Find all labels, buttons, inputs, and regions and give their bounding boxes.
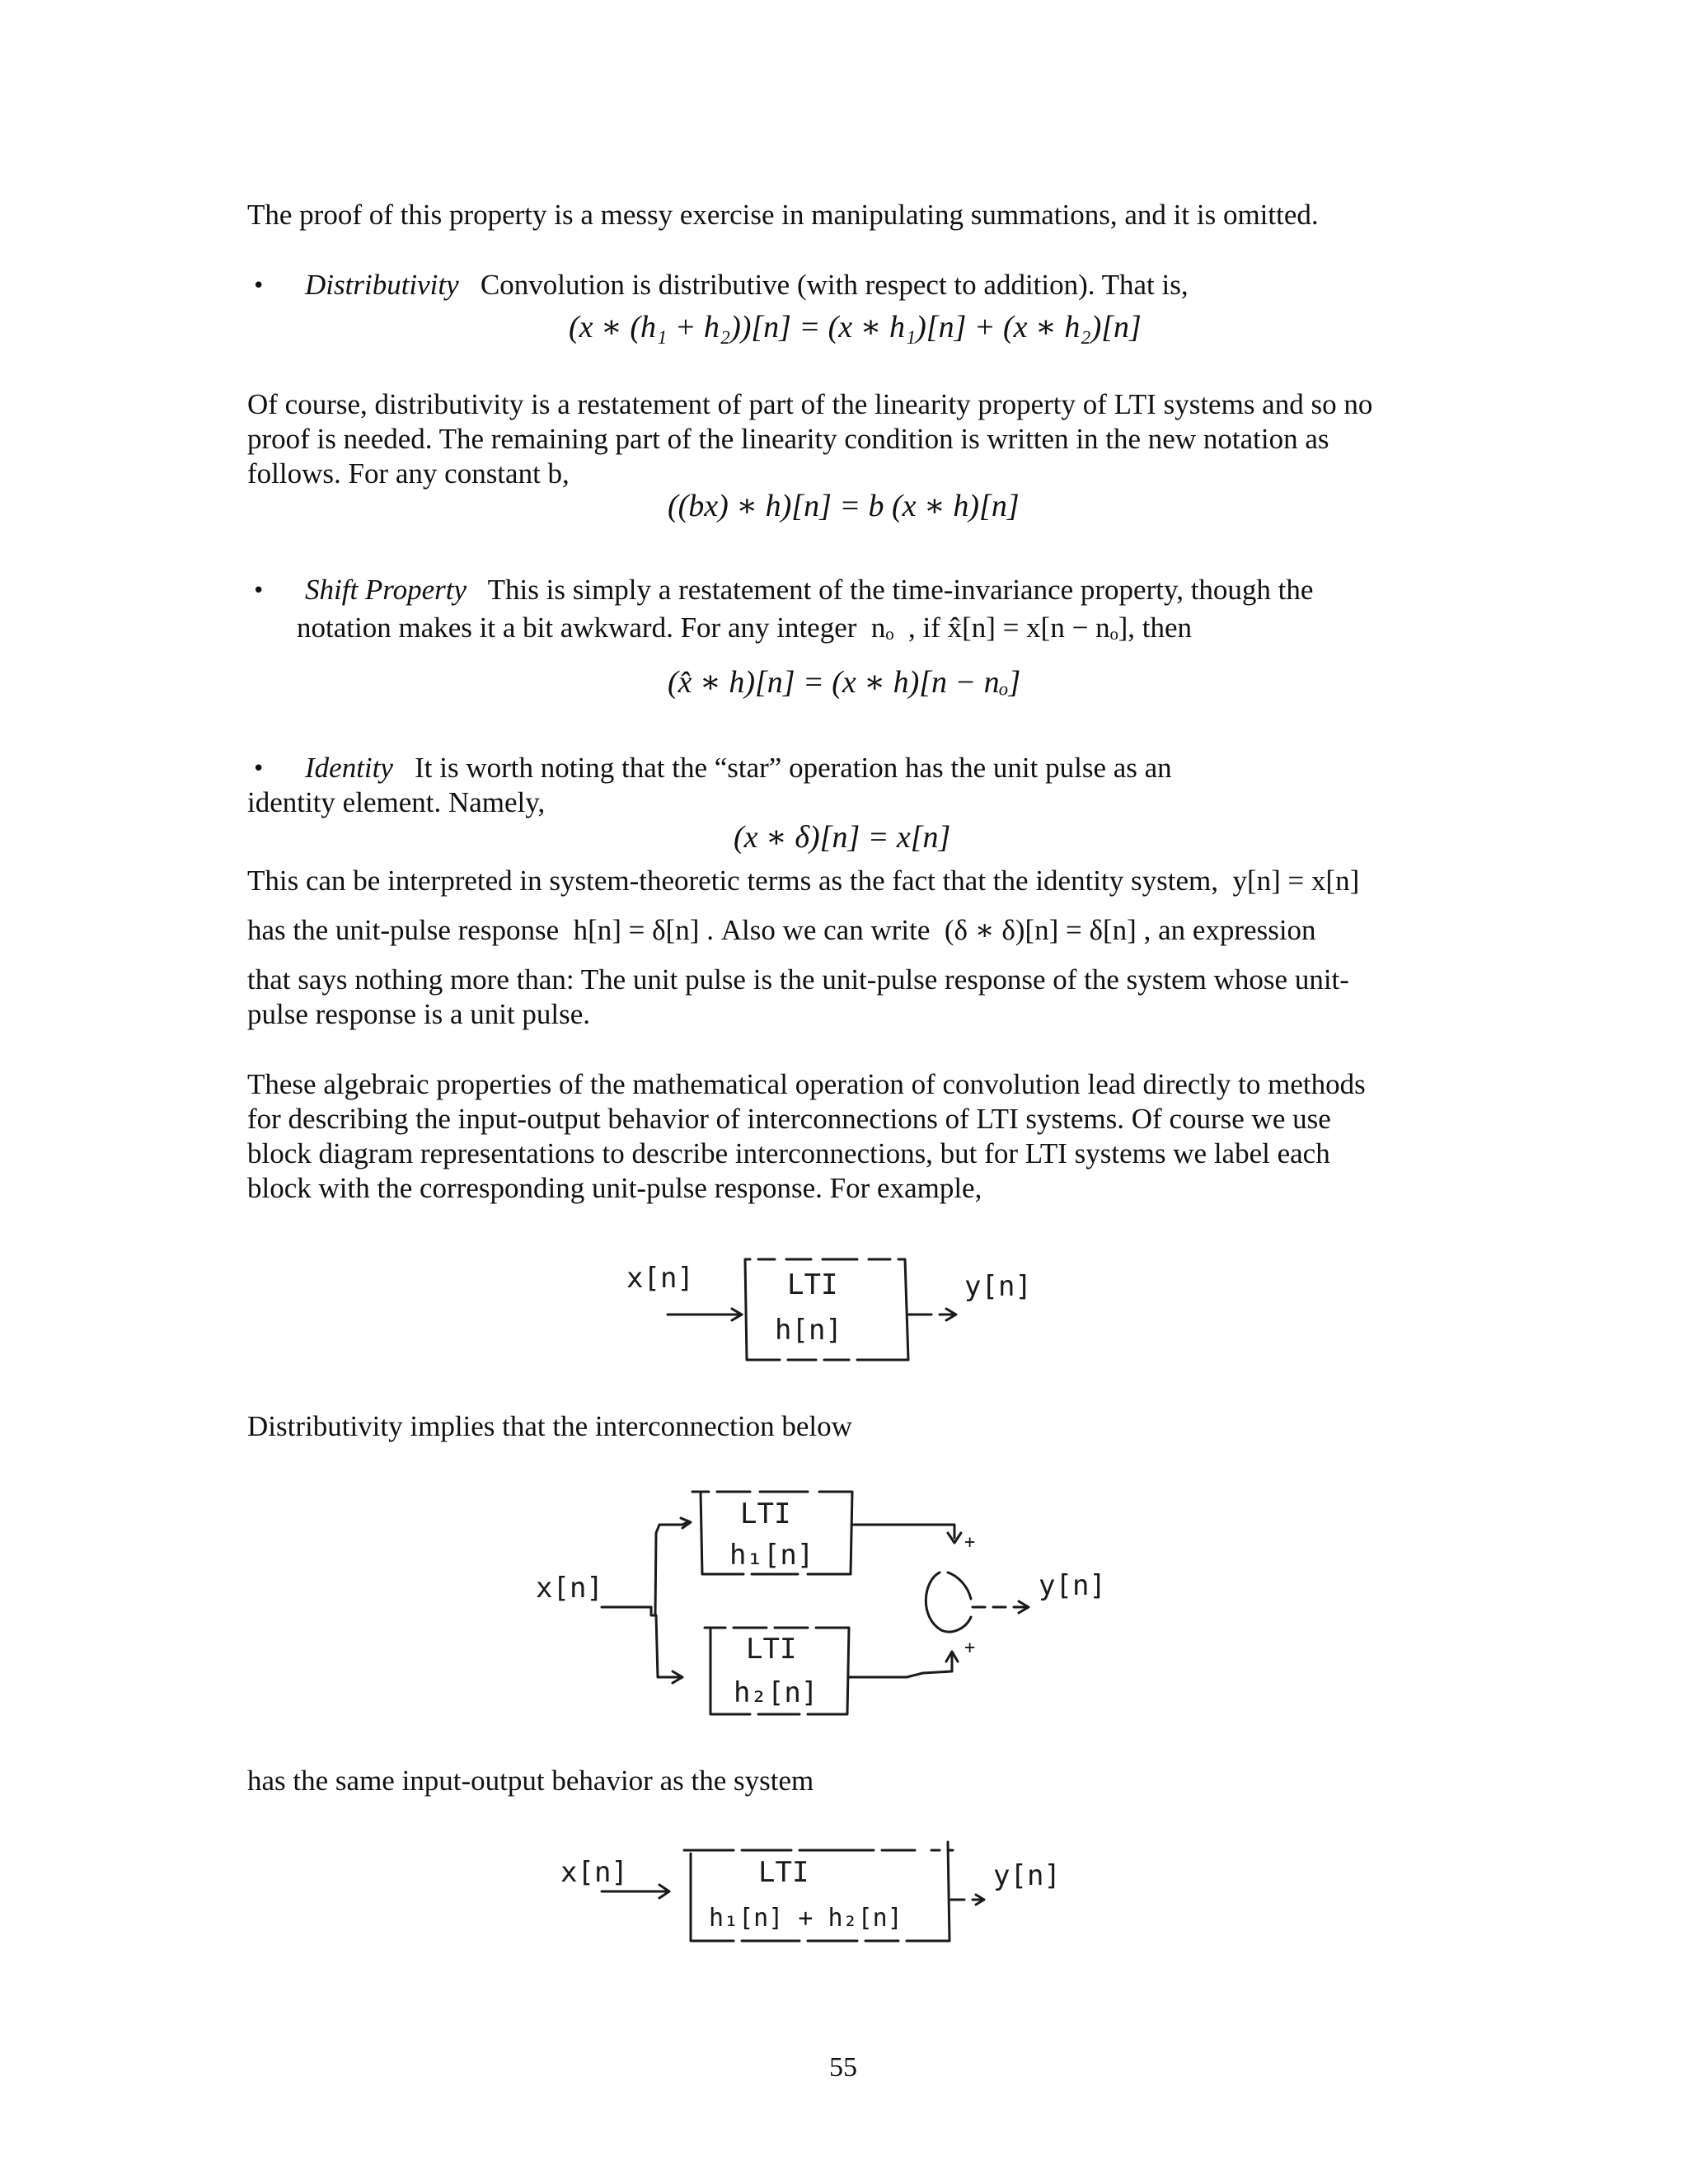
d1-input-label: x[n] — [626, 1262, 694, 1295]
distributivity-text: Convolution is distributive (with respect to addition). That is, — [480, 269, 1189, 301]
paragraph-proof-omitted: The proof of this property is a messy exercise in manipulating summations, and it is omitted. — [247, 199, 1319, 231]
identity-text-line1: It is worth noting that the “star” operation has the unit pulse as an — [415, 752, 1172, 784]
paragraph-algebraic-line4: block with the corresponding unit-pulse response. For example, — [247, 1172, 982, 1204]
identity-text-line2: identity element. Namely, — [247, 786, 546, 818]
d2-branch-upper — [651, 1521, 689, 1615]
equation-shift: (x̂ ∗ h)[n] = (x ∗ h)[n − nₒ] — [668, 665, 1021, 700]
d3-input-label: x[n] — [560, 1856, 628, 1889]
paragraph-linearity-line1: Of course, distributivity is a restatement of part of the linearity property of LTI systems and so no — [247, 388, 1373, 420]
bullet-shift: • — [252, 579, 265, 603]
d2-block2-top-label: LTI — [746, 1633, 797, 1666]
paragraph-algebraic-line2: for describing the input-output behavior of interconnections of LTI systems. Of course we use — [247, 1103, 1331, 1135]
d2-block2-bottom-label: h₂[n] — [734, 1676, 818, 1709]
diagram-combined-lti — [544, 1834, 1170, 1957]
d2-sum-plus-top: + — [964, 1532, 976, 1553]
d2-block1-bottom-label: h₁[n] — [729, 1539, 814, 1572]
diagram-single-lti — [610, 1236, 1071, 1368]
bullet-distributivity: • — [252, 274, 265, 298]
shift-text-line2: notation makes it a bit awkward. For any integer nₒ , if x̂[n] = x[n − nₒ], then — [297, 612, 1193, 644]
d3-output-label: y[n] — [993, 1859, 1061, 1892]
d1-output-label: y[n] — [964, 1270, 1032, 1303]
d2-upper-to-sum — [852, 1525, 954, 1538]
paragraph-identity-system-line1: This can be interpreted in system-theoretic terms as the fact that the identity system, y[n] = x[n] — [247, 865, 1360, 897]
diagram-parallel-lti — [536, 1475, 1179, 1739]
d1-block-top-label: LTI — [787, 1268, 838, 1301]
shift-item — [305, 573, 1313, 607]
page-number: 55 — [829, 2052, 857, 2083]
shift-text-line1: This is simply a restatement of the time-invariance property, though the — [487, 574, 1314, 606]
d1-block-bottom-label: h[n] — [775, 1314, 842, 1347]
d3-block-bottom-label: h₁[n] + h₂[n] — [709, 1904, 903, 1933]
equation-identity: (x ∗ δ)[n] = x[n] — [734, 820, 951, 855]
equation-distributivity: (x ∗ (h₁ + h₂))[n] = (x ∗ h₁)[n] + (x ∗ h₂)[n] — [569, 310, 1142, 344]
d2-block1-top-label: LTI — [740, 1497, 791, 1530]
identity-term: Identity — [305, 752, 393, 784]
distributivity-item — [305, 268, 1189, 302]
d2-branch-lower — [656, 1615, 680, 1677]
paragraph-identity-system-line3: that says nothing more than: The unit pulse is the unit-pulse response of the system whose unit- — [247, 963, 1349, 996]
paragraph-linearity-line2: proof is needed. The remaining part of the linearity condition is written in the new notation as — [247, 423, 1329, 455]
d2-input-label: x[n] — [536, 1572, 603, 1605]
paragraph-distributivity-implies: Distributivity implies that the interconnection below — [247, 1410, 852, 1442]
bullet-identity: • — [252, 757, 265, 781]
paragraph-identity-system-line4: pulse response is a unit pulse. — [247, 998, 591, 1030]
shift-term: Shift Property — [305, 574, 467, 606]
paragraph-linearity-line3: follows. For any constant b, — [247, 457, 570, 490]
d2-summer-circle — [926, 1572, 971, 1632]
distributivity-term: Distributivity — [305, 269, 459, 301]
d2-sum-plus-bottom: + — [964, 1638, 976, 1658]
paragraph-same-behavior: has the same input-output behavior as the system — [247, 1765, 814, 1797]
paragraph-algebraic-line1: These algebraic properties of the mathematical operation of convolution lead directly to methods — [247, 1068, 1366, 1100]
paragraph-identity-system-line2: has the unit-pulse response h[n] = δ[n] . Also we can write (δ ∗ δ)[n] = δ[n] , an expression — [247, 914, 1316, 946]
d3-block-top-label: LTI — [758, 1856, 809, 1889]
d2-output-label: y[n] — [1039, 1569, 1106, 1602]
identity-item — [305, 751, 1172, 785]
d2-lower-to-sum — [849, 1655, 952, 1677]
equation-linearity: ((bx) ∗ h)[n] = b (x ∗ h)[n] — [668, 489, 1020, 523]
paragraph-algebraic-line3: block diagram representations to describe interconnections, but for LTI systems we label each — [247, 1137, 1330, 1169]
